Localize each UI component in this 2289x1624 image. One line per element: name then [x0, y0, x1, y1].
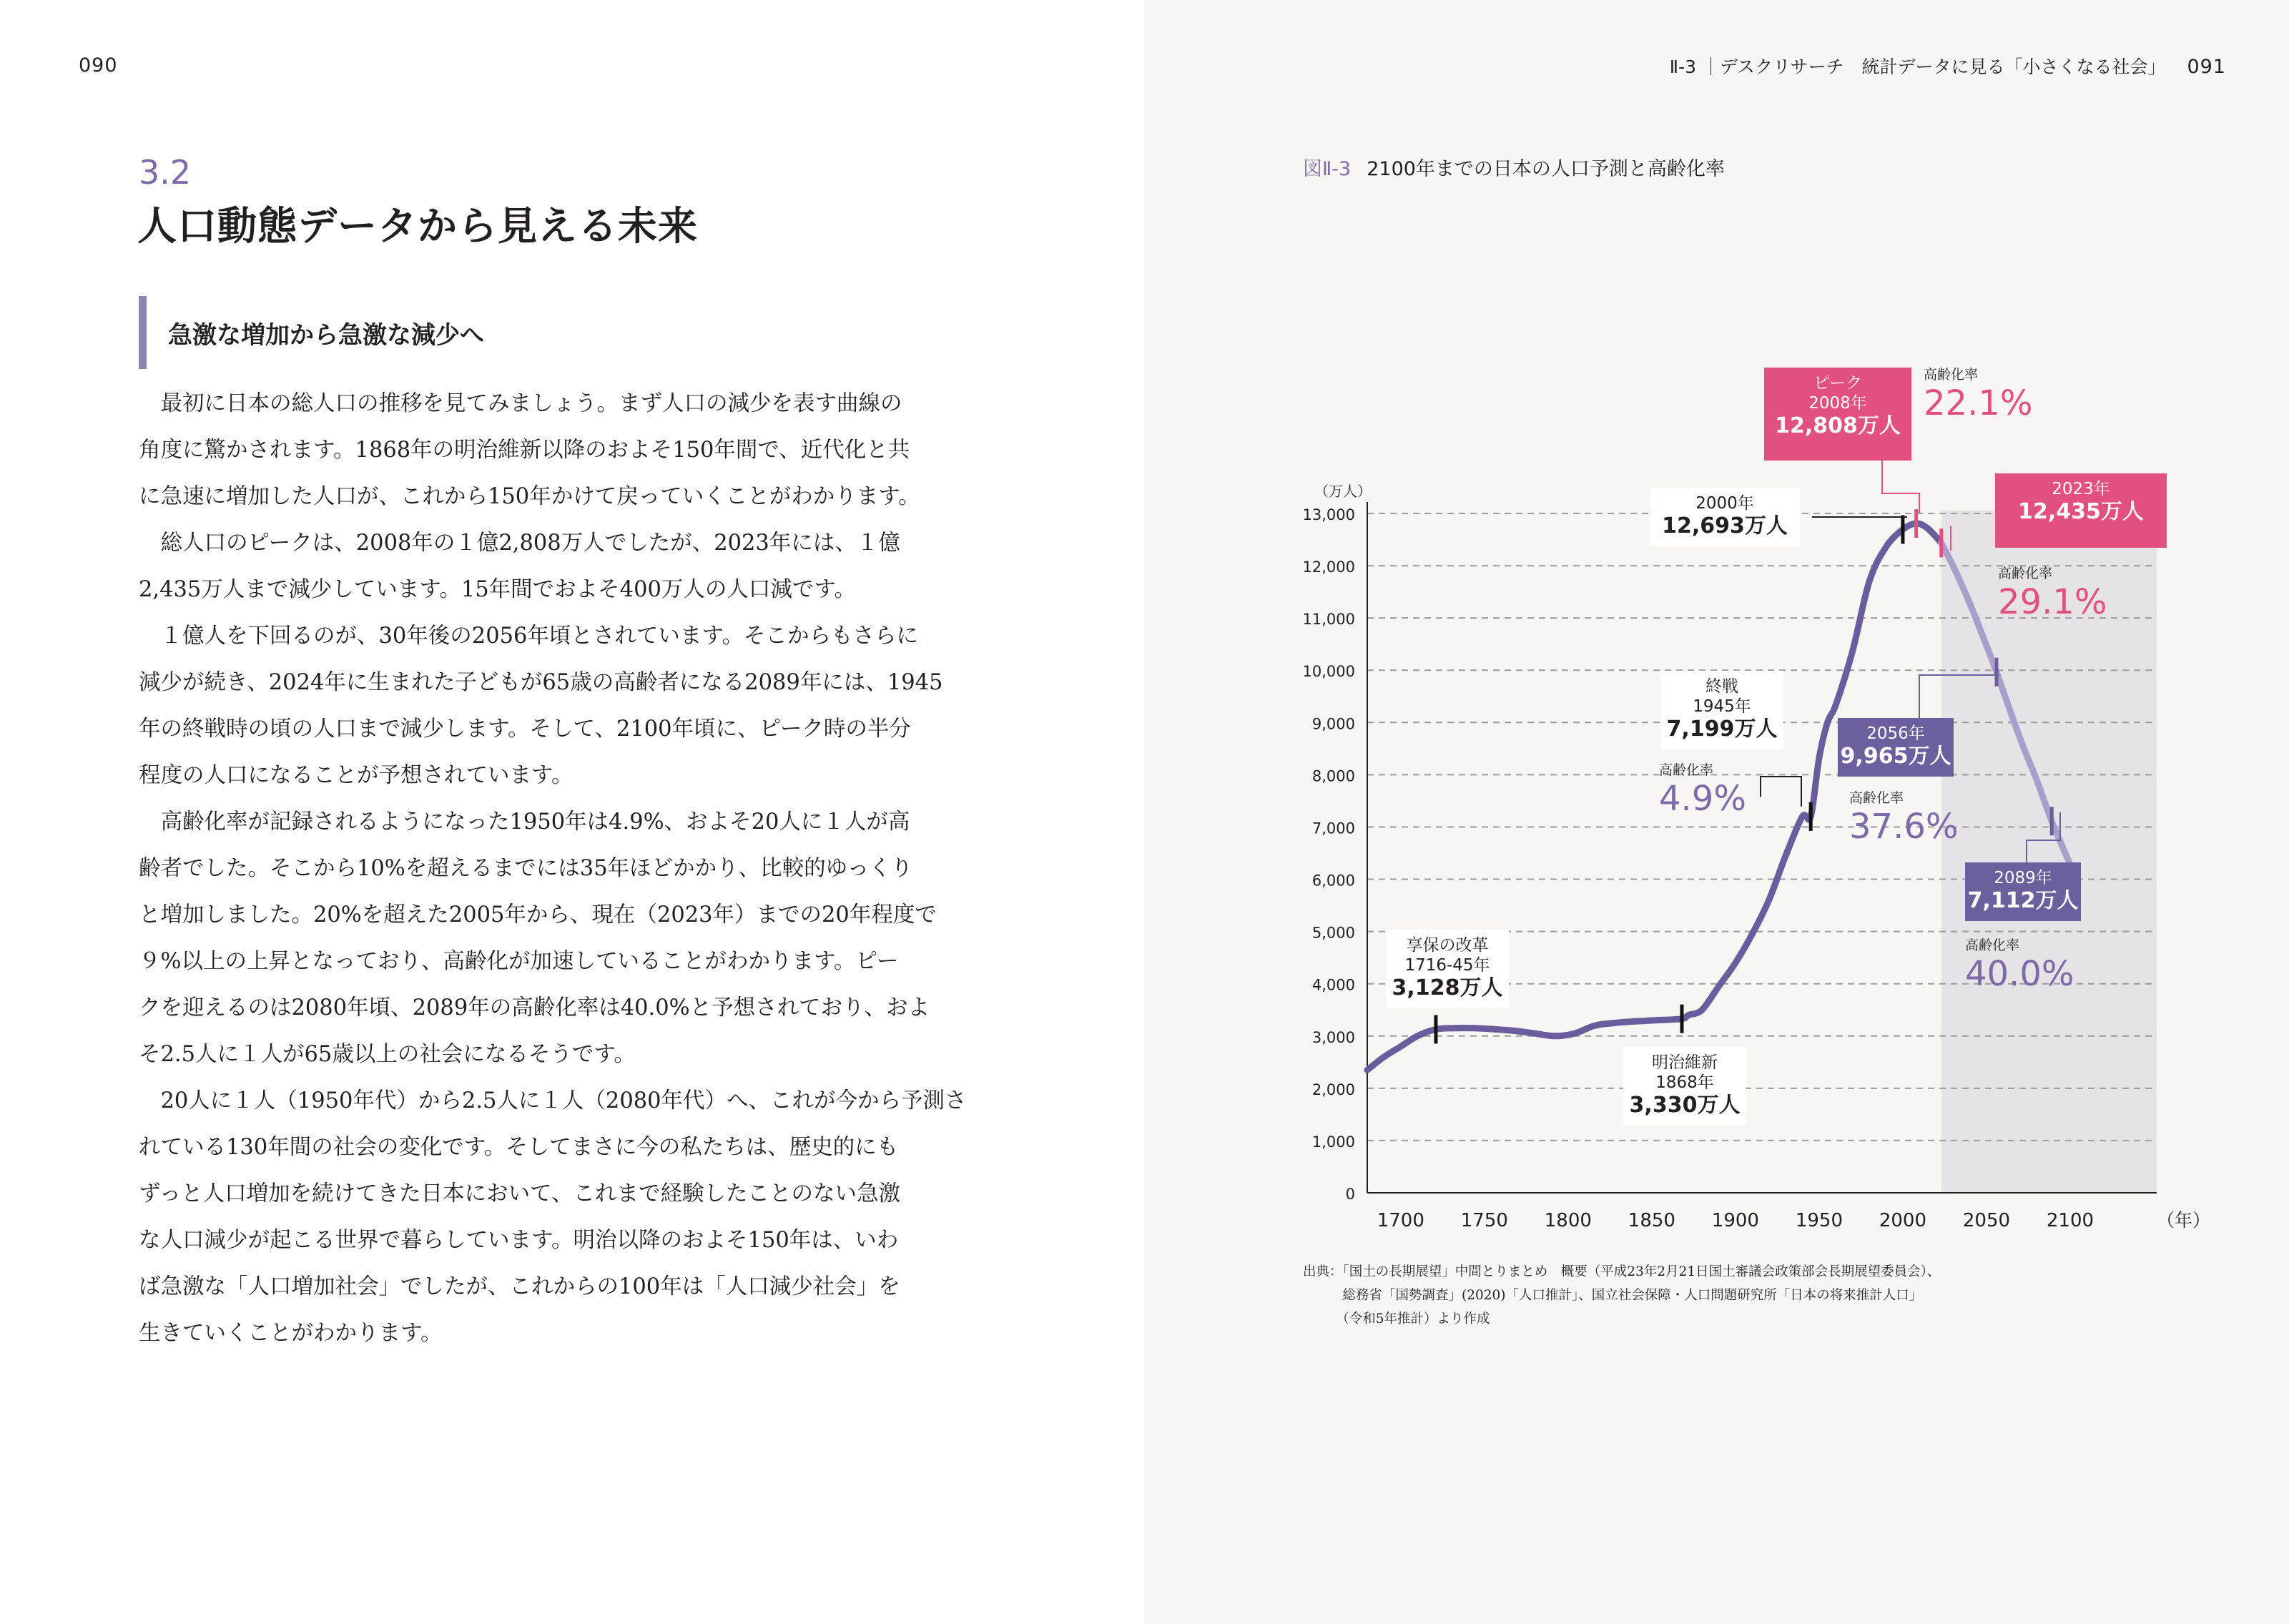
page-number-left: 090	[79, 54, 118, 77]
body-line: クを迎えるのは2080年頃、2089年の高齢化率は40.0%と予想されており、およ	[139, 995, 930, 1020]
population-chart	[1144, 343, 2289, 1244]
annotation-value: 3,128万人	[1392, 975, 1503, 1000]
annotation-label: 享保の改革	[1406, 936, 1489, 955]
body-line: 年の終戦時の頃の人口まで減少します。そして、2100年頃に、ピーク時の半分	[139, 717, 911, 742]
aging-rate-value: 40.0%	[1965, 954, 2074, 994]
aging-rate-value: 22.1%	[1924, 383, 2033, 423]
body-line: 角度に驚かされます。1868年の明治維新以降のおよそ150年間で、近代化と共	[139, 438, 910, 463]
annotation-label: 終戦	[1705, 677, 1738, 696]
figure-title: 2100年までの日本の人口予測と高齢化率	[1367, 158, 1725, 180]
y-tick-label: 9,000	[1311, 715, 1355, 733]
figure-caption	[1303, 153, 1725, 181]
annotation-value: 12,435万人	[2018, 499, 2144, 524]
body-line: ずっと人口増加を続けてきた日本において、これまで経験したことのない急激	[139, 1181, 901, 1206]
annotation-label: 1945年	[1693, 697, 1751, 716]
annotation-label: 2056年	[1866, 724, 1925, 743]
x-tick-label: 1700	[1377, 1210, 1424, 1231]
aging-rate-value: 37.6%	[1849, 807, 1959, 847]
annotation-value: 3,330万人	[1629, 1093, 1741, 1118]
figure-source	[1303, 1260, 1940, 1331]
body-line: と増加しました。20%を超えた2005年から、現在（2023年）までの20年程度で	[139, 902, 937, 927]
body-line: 齢者でした。そこから10%を超えるまでには35年ほどかかり、比較的ゆっくり	[139, 856, 913, 881]
x-axis-label: （年）	[2157, 1210, 2211, 1231]
annotation-label: ピーク	[1813, 374, 1863, 393]
y-tick-label: 12,000	[1302, 558, 1355, 576]
body-line: 2,435万人まで減少しています。15年間でおよそ400万人の人口減です。	[139, 577, 856, 602]
body-line: 程度の人口になることが予想されています。	[139, 763, 574, 788]
body-line: 総人口のピークは、2008年の１億2,808万人でしたが、2023年には、１億	[139, 531, 900, 556]
y-tick-label: 2,000	[1311, 1081, 1355, 1098]
source-line: 総務省「国勢調査」(2020)「人口推計」、国立社会保障・人口問題研究所「日本の将来推計人口」	[1303, 1288, 1923, 1303]
x-tick-label: 1850	[1628, 1210, 1675, 1231]
x-tick-label: 1800	[1544, 1210, 1592, 1231]
annotation-value: 12,808万人	[1775, 413, 1901, 438]
source-line: （令和5年推計）より作成	[1303, 1311, 1490, 1327]
aging-rate-label: 高齢化率	[1924, 367, 1979, 383]
subheading-text: 急激な増加から急激な減少へ	[168, 320, 484, 350]
y-tick-label: 7,000	[1311, 820, 1355, 837]
body-line: 生きていくことがわかります。	[139, 1321, 443, 1346]
annotation-label: 1716-45年	[1404, 956, 1490, 975]
annotation-value: 7,112万人	[1967, 888, 2079, 913]
y-tick-label: 4,000	[1311, 976, 1355, 994]
aging-rate-label: 高齢化率	[1659, 762, 1714, 778]
body-line: ば急激な「人口増加社会」でしたが、これからの100年は「人口減少社会」を	[139, 1274, 900, 1299]
annotation-value: 9,965万人	[1840, 744, 1951, 769]
annotation-label: 2023年	[2052, 480, 2110, 498]
annotation-label: 2000年	[1695, 494, 1754, 513]
y-tick-label: 3,000	[1311, 1028, 1355, 1046]
y-axis-label: （万人）	[1314, 483, 1372, 500]
aging-rate-value: 29.1%	[1998, 582, 2107, 622]
annotation-label: 2089年	[1994, 869, 2052, 887]
aging-rate-label: 高齢化率	[1998, 566, 2053, 581]
body-line: そ2.5人に１人が65歳以上の社会になるそうです。	[139, 1042, 636, 1067]
body-line: 高齢化率が記録されるようになった1950年は4.9%、およそ20人に１人が高	[139, 809, 910, 835]
x-tick-label: 1750	[1460, 1210, 1508, 1231]
x-tick-label: 1900	[1711, 1210, 1759, 1231]
annotation-label: 明治維新	[1652, 1053, 1718, 1072]
body-line: 減少が続き、2024年に生まれた子どもが65歳の高齢者になる2089年には、1945	[139, 670, 943, 695]
running-header	[1670, 53, 2226, 79]
body-line: れている130年間の社会の変化です。そしてまさに今の私たちは、歴史的にも	[139, 1135, 899, 1160]
aging-rate-label: 高齢化率	[1965, 938, 2020, 953]
section-title: 人口動態データから見える未来	[137, 203, 699, 249]
y-tick-label: 0	[1345, 1186, 1355, 1203]
y-tick-label: 8,000	[1311, 767, 1355, 785]
annotation-label: 1868年	[1655, 1073, 1714, 1092]
annotation-label: 2008年	[1808, 394, 1867, 413]
page-number-right: 091	[2187, 56, 2226, 78]
x-tick-label: 2050	[1962, 1210, 2011, 1231]
body-text	[139, 380, 997, 1357]
subheading	[139, 296, 484, 369]
body-line: １億人を下回るのが、30年後の2056年頃とされています。そこからもさらに	[139, 624, 918, 649]
annotation-value: 7,199万人	[1666, 717, 1778, 742]
section-number: 3.2	[139, 153, 192, 192]
body-line: 20人に１人（1950年代）から2.5人に１人（2080年代）へ、これが今から予測さ	[139, 1088, 967, 1113]
y-tick-label: 1,000	[1311, 1133, 1355, 1151]
source-line: 出典：「国土の長期展望」中間とりまとめ 概要（平成23年2月21日国土審議会政策部会長期展望委員会）、	[1303, 1264, 1941, 1279]
figure-number: 図Ⅱ-3	[1303, 158, 1352, 180]
body-line: な人口減少が起こる世界で暮らしています。明治以降のおよそ150年は、いわ	[139, 1228, 899, 1253]
running-head-text: Ⅱ-3 ｜デスクリサーチ 統計データに見る「小さくなる社会」	[1669, 56, 2166, 77]
x-tick-label: 2100	[2046, 1210, 2094, 1231]
body-line: ９%以上の上昇となっており、高齢化が加速していることがわかります。ピー	[139, 949, 899, 974]
y-tick-label: 10,000	[1302, 663, 1355, 681]
annotation-value: 12,693万人	[1662, 513, 1788, 538]
x-tick-label: 1950	[1795, 1210, 1843, 1231]
y-tick-label: 6,000	[1311, 872, 1355, 890]
y-tick-label: 11,000	[1302, 611, 1355, 629]
aging-rate-label: 高齢化率	[1849, 790, 1904, 806]
x-tick-label: 2000	[1879, 1210, 1927, 1231]
left-page	[0, 0, 1144, 1624]
body-line: 最初に日本の総人口の推移を見てみましょう。まず人口の減少を表す曲線の	[139, 391, 902, 416]
y-tick-label: 5,000	[1311, 924, 1355, 942]
body-line: に急速に増加した人口が、これから150年かけて戻っていくことがわかります。	[139, 484, 920, 509]
y-tick-label: 13,000	[1302, 506, 1355, 523]
leader-line	[1761, 777, 1801, 807]
aging-rate-value: 4.9%	[1659, 779, 1746, 819]
